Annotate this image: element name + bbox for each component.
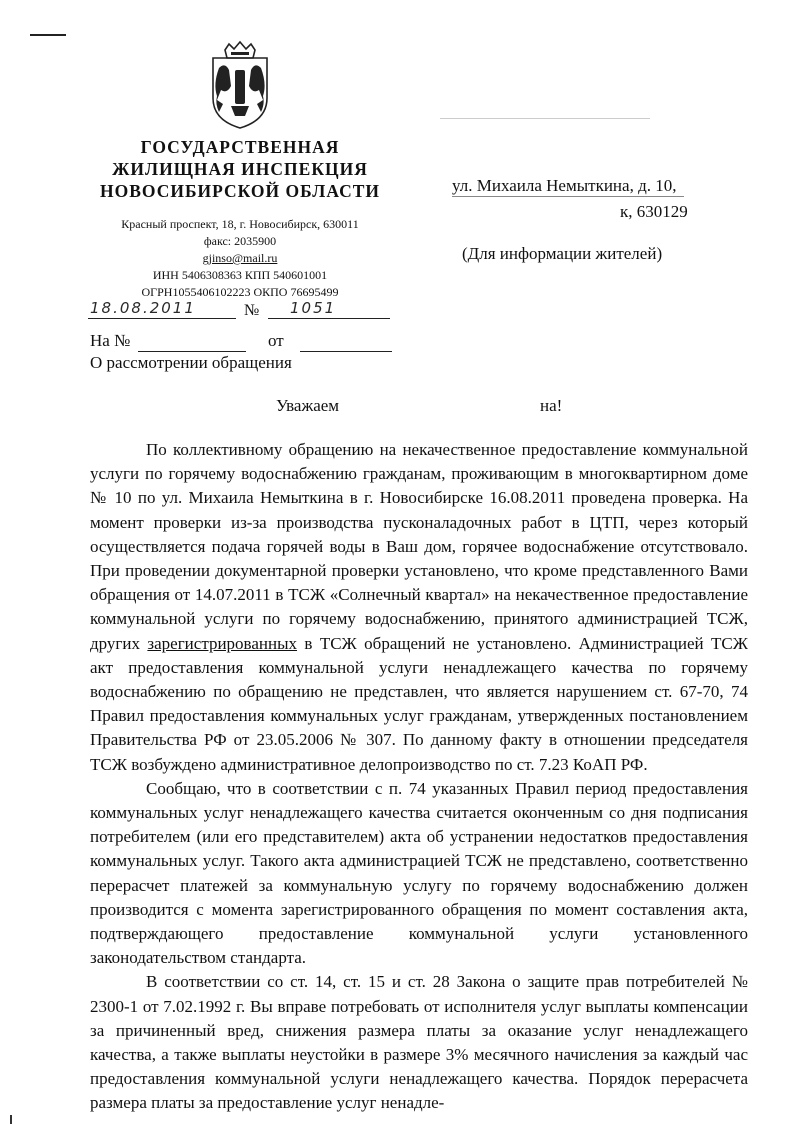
- ref-from-label: от: [268, 331, 284, 350]
- org-fax: факс: 2035900: [203, 234, 277, 248]
- letter-number: 1051: [290, 299, 337, 317]
- org-ogrn-okpo: ОГРН1055406102223 ОКПО 76695499: [141, 285, 339, 299]
- org-address: Красный проспект, 18, г. Новосибирск, 630011: [121, 217, 359, 231]
- org-line-2: ЖИЛИЩНАЯ ИНСПЕКЦИЯ: [112, 159, 368, 179]
- ref-number-line: [138, 351, 246, 352]
- org-inn-kpp: ИНН 5406308363 КПП 540601001: [152, 268, 328, 282]
- redacted-line: [440, 118, 650, 119]
- recipient-note: (Для информации жителей): [462, 244, 663, 263]
- org-email: gjinso@mail.ru: [202, 251, 278, 265]
- organization-name: [85, 136, 395, 202]
- letter-date: 18.08.2011: [90, 299, 196, 317]
- scan-margin-tick: [10, 1115, 12, 1124]
- recipient-street: ул. Михаила Немыткина, д. 10,: [452, 176, 677, 195]
- letter-subject: О рассмотрении обращения: [90, 353, 292, 372]
- greeting-start: Уважаем: [276, 396, 340, 415]
- date-line: [88, 318, 236, 319]
- recipient-city-zip: к, 630129: [620, 202, 688, 221]
- ref-label: На №: [90, 331, 131, 350]
- number-sign: №: [244, 302, 260, 319]
- recipient-street-line: [452, 196, 684, 197]
- org-line-3: НОВОСИБИРСКОЙ ОБЛАСТИ: [99, 181, 381, 201]
- coat-of-arms-emblem: [205, 40, 275, 132]
- underlined-word: зарегистрированных: [147, 633, 298, 653]
- org-contacts: [85, 216, 395, 301]
- paragraph-2: Сообщаю, что в соответствии с п. 74 указанных Правил период предоставления коммунальных услуг ненадлежащего качества считается оконченным со дня подписания потребителем (или его представителем) акта об устранении недостатков предоставления коммунальных услуг. Такого акта администрацией ТСЖ не представлено, соответственно перерасчет платежей за коммунальную услугу по горячему водоснабжению должен производится с момента зарегистрированного обращения по момент составления акта, подтверждающего предоставление коммунальной услуги установленного законодательством стандарта.: [90, 778, 748, 968]
- number-line: [268, 318, 390, 319]
- paragraph-1: По коллективному обращению на некачественное предоставление коммунальной услуги по горячему водоснабжению гражданам, проживающим в многоквартирном доме № 10 по ул. Михаила Немыткина в г. Новосибирске 16.08.2011 проведена проверка. На момент проверки из-за производства пусконаладочных работ в ЦТП, через который осуществляется подача горячей воды в Ваш дом, горячее водоснабжение отсутствовало. При проведении документарной проверки установлено, что кроме представленного Вами обращения от 14.07.2011 в ТСЖ «Солнечный квартал» на некачественное предоставление коммунальной услуги по горячему водоснабжению, принятого администрацией ТСЖ, других зарегистрированных в ТСЖ обращений не установлено. Администрацией ТСЖ акт предоставления коммунальной услуги ненадлежащего качества по горячему водоснабжению по обращению не представлен, что является нарушением ст. 67-70, 74 Правил предоставления коммунальных услуг гражданам, утвержденных постановлением Правительства РФ от 23.05.2006 № 307. По данному факту в отношении председателя ТСЖ возбуждено административное делопроизводство по ст. 7.23 КоАП РФ.: [90, 440, 748, 774]
- scan-margin-mark: [30, 34, 66, 36]
- ref-date-line: [300, 351, 392, 352]
- paragraph-3: В соответствии со ст. 14, ст. 15 и ст. 28 Закона о защите прав потребителей № 2300-1 от 7.02.1992 г. Вы вправе потребовать от исполнителя услуг выплаты компенсации за причиненный вред, снижения размера платы за оказание услуг ненадлежащего качества, а также выплаты неустойки в размере 3% месячного начисления за каждый час предоставления коммунальной услуги ненадлежащего качества. Порядок перерасчета размера платы за предоставление услуг ненадле-: [90, 972, 748, 1113]
- greeting-end: на!: [540, 396, 563, 415]
- letter-body: [90, 438, 748, 1116]
- org-line-1: ГОСУДАРСТВЕННАЯ: [140, 137, 340, 157]
